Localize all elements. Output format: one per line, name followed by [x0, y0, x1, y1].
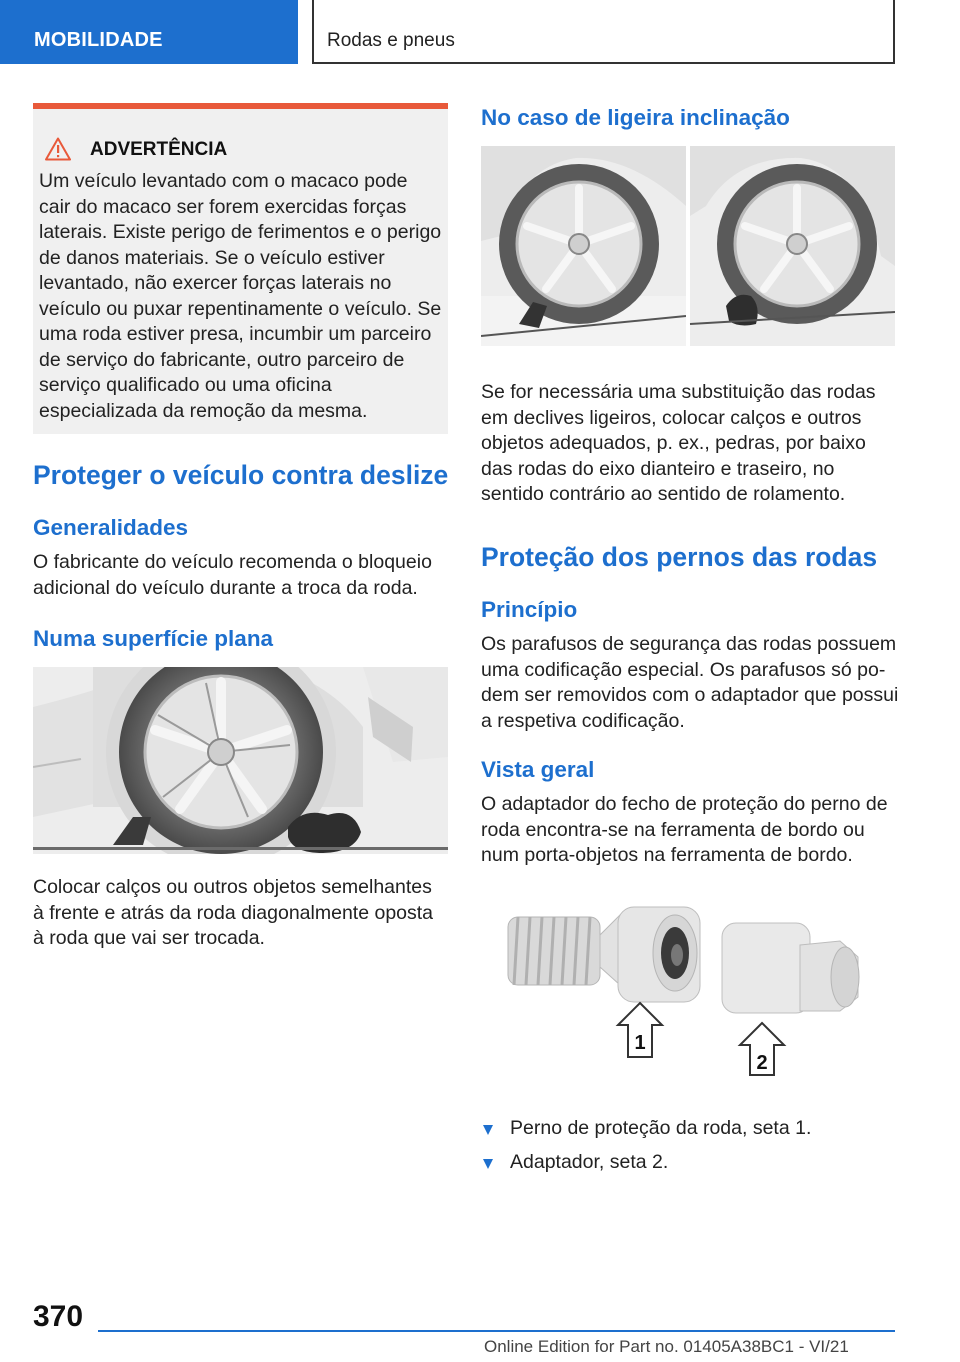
section-heading-wheel-lock: Proteção dos pernos das rodas [481, 542, 878, 572]
paragraph-slope: Se for necessária uma substituição das rodas em declives ligeiros, colocar calços e outros objetos adequados, p. ex., pedras, por baixo das rodas do eixo dianteiro e traseiro, no sentido contrário ao sentido de rolamento. [481, 381, 876, 505]
section-heading-slip: Proteger o veículo contra deslize [33, 460, 449, 490]
figure-lock-bolt-adapter [500, 895, 885, 1085]
page-number: 370 [33, 1300, 84, 1333]
footer-divider [98, 1330, 895, 1332]
warning-text: Um veículo levantado com o macaco pode cair do macaco ser forem exercidas forças laterais. Existe perigo de ferimentos e o perigo de danos materiais. Se o veículo estiver levantado, não exercer forças laterais no veículo ou puxar repentinamente o veículo. Se uma roda estiver presa, incumbir um parceiro de serviço do fabricante, outro parceiro de serviço qualificado ou uma oficina especializada da remoção da mesma. [39, 170, 442, 422]
subheading-flat-surface: Numa superfície plana [33, 626, 274, 651]
list-item-text: Perno de proteção da roda, seta 1. [510, 1117, 812, 1139]
figure-slope [481, 146, 895, 346]
section-tab [0, 0, 298, 64]
subheading-general: Generalidades [33, 515, 189, 540]
figure-flat-surface [33, 667, 448, 854]
paragraph-overview: O adaptador do fecho de proteção do perno de roda encontra-se na ferramenta de bordo ou num porta-objetos na ferramenta de bordo. [481, 793, 888, 866]
bullet-triangle-icon [483, 1125, 493, 1135]
subheading-slope: No caso de ligeira inclinação [481, 105, 790, 130]
chapter-title: Rodas e pneus [327, 30, 455, 51]
arrow-1-label: 1 [634, 1032, 646, 1054]
warning-box [33, 103, 448, 434]
section-title: MOBILIDADE [34, 29, 163, 51]
list-item [481, 1116, 901, 1141]
paragraph-general: O fabricante do veículo recomenda o bloqueio adicional do veículo durante a troca da roda. [33, 551, 432, 599]
warning-triangle-icon [45, 137, 71, 161]
subheading-principle: Princípio [481, 597, 578, 622]
paragraph-flat-surface: Colocar calços ou outros objetos semelhantes à frente e atrás da roda diagonalmente oposta à roda que vai ser trocada. [33, 876, 434, 949]
warning-title: ADVERTÊNCIA [90, 139, 228, 160]
list-item-text: Adaptador, seta 2. [510, 1151, 669, 1173]
footer-edition: Online Edition for Part no. 01405A38BC1 - VI/21 [484, 1337, 849, 1356]
paragraph-principle: Os parafusos de segurança das rodas possuem uma codificação especial. Os parafusos só podem ser removidos com o adaptador que possui a respetiva codificação. [481, 633, 899, 732]
list-item [481, 1150, 901, 1175]
chapter-header [312, 0, 895, 64]
subheading-overview: Vista geral [481, 757, 595, 782]
bullet-triangle-icon [483, 1159, 493, 1169]
bullet-list [481, 1116, 901, 1184]
arrow-2-label: 2 [756, 1052, 768, 1074]
